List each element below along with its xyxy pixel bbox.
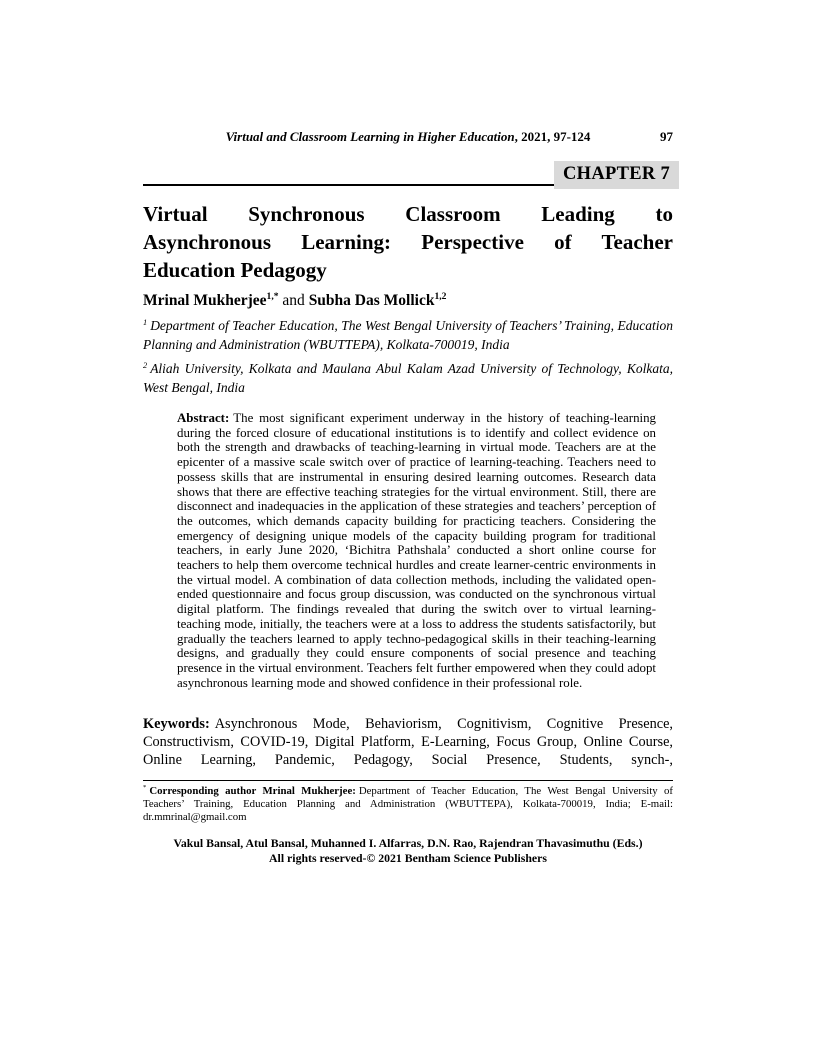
affiliation-1-text: Department of Teacher Education, The West Bengal University of Teachers’ Training, Education Planning and Administration (WBUTTEPA), Kolkata-700019, India [143, 318, 673, 352]
chapter-title [143, 200, 673, 284]
keywords-paragraph [143, 716, 673, 769]
author-connector: and [278, 292, 309, 309]
affiliation-1 [143, 317, 673, 354]
copyright-line: All rights reserved-© 2021 Bentham Science Publishers [269, 851, 547, 866]
affiliation-2 [143, 360, 673, 397]
affiliation-1-number: 1 [143, 317, 148, 327]
abstract-paragraph [177, 411, 656, 690]
author-byline [143, 291, 673, 311]
footnote-asterisk: * [143, 784, 147, 792]
editors-line: Vakul Bansal, Atul Bansal, Muhanned I. Alfarras, D.N. Rao, Rajendran Thavasimuthu (Eds.) [173, 836, 643, 851]
chapter-title-line-2: Asynchronous Learning: Perspective of Teacher [143, 230, 673, 254]
running-head [143, 128, 673, 145]
keywords-label: Keywords: [143, 716, 210, 733]
corresponding-author-footnote [143, 780, 673, 825]
abstract-label: Abstract: [177, 411, 230, 425]
chapter-title-line-1: Virtual Synchronous Classroom Leading to [143, 202, 673, 226]
abstract-text: The most significant experiment underway in the history of teaching-learning during the forced closure of educational institutions is to identify and collect evidence on both the strength and drawbacks of teaching-learning in virtual mode. Teachers are at the epicenter of a massive scale switch over of practice of learning-teaching. Teachers need to possess skills that are instrumental in ensuring desired learning outcomes. Research data shows that there are effective teaching strategies for the virtual environment. Still, there are disconnect and inadequacies in the application of these strategies and teachers’ perception of the outcomes, which demands capacity building for practicing teachers. Considering the emergency of designing unique models of the capacity building program for traditional teachers, in early June 2020, ‘Bichitra Pathshala’ conducted a short online course for teachers to help them overcome technical hurdles and create learner-centric environments in the virtual model. A combination of data collection methods, including the validated open-ended questionnaire and focus group discussion, was conducted on the synchronous virtual digital platform. The findings revealed that during the switch over to virtual learning-teaching mode, initially, the teachers were at a loss to address the students satisfactorily, but gradually the teachers learned to apply techno-pedagogical skills in their teaching-learning designs, and gradually they could ensure components of social presence and teaching presence in the virtual environment. Teachers felt further empowered when they could adopt asynchronous learning mode and showed confidence in their professional role. [177, 411, 656, 690]
author-1-name: Mrinal Mukherjee [143, 292, 267, 309]
journal-issue-pages: , 2021, 97-124 [514, 129, 591, 144]
journal-title: Virtual and Classroom Learning in Higher Education [225, 129, 515, 144]
chapter-title-line-3: Education Pedagogy [143, 258, 327, 282]
author-2-name: Subha Das Mollick [308, 292, 435, 309]
affiliation-2-text: Aliah University, Kolkata and Maulana Abul Kalam Azad University of Technology, Kolkata, West Bengal, India [143, 361, 673, 395]
author-2-affiliation-mark: 1,2 [434, 290, 447, 302]
chapter-rule [143, 155, 673, 186]
affiliation-2-number: 2 [143, 360, 148, 370]
chapter-badge: CHAPTER 7 [554, 161, 679, 189]
publisher-footer [143, 836, 673, 866]
footnote-label: Corresponding author Mrinal Mukherjee: [149, 784, 356, 797]
author-1-affiliation-mark: 1,* [266, 290, 279, 302]
page-number: 97 [660, 129, 673, 144]
footnote-text: Department of Teacher Education, The West Bengal University of Teachers’ Training, Education Planning and Administration (WBUTTEPA), Kolkata-700019, India; E-mail: dr.mmrinal@gmail.com [143, 784, 673, 824]
keywords-text: Asynchronous Mode, Behaviorism, Cognitivism, Cognitive Presence, Constructivism, COVID-19, Digital Platform, E-Learning, Focus Group, Online Course, Online Learning, Pandemic, Pedagogy, Social Presence, Students, synch-, [143, 716, 673, 768]
running-head-title [226, 129, 591, 144]
